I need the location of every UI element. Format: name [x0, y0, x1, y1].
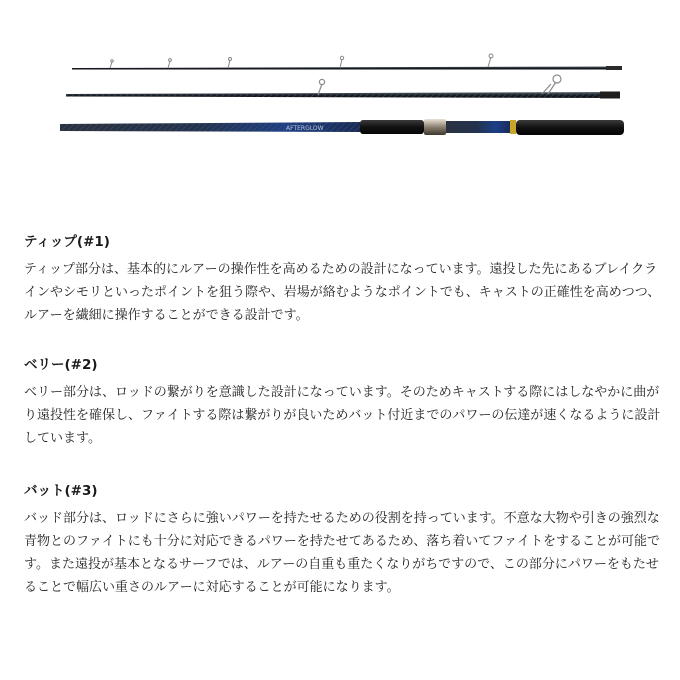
butt-description: バッド部分は、ロッドにさらに強いパワーを持たせるための役割を持っています。不意な大物や引きの強烈な青物とのファイトにも十分に対応できるパワーを持たせてあるため、落ち着いてファイトをすることが可能です。また遠投が基本となるサーフでは、ルアーの自重も重たくなりがちですので、この部分にパワーをもたせることで幅広い重さのルアーに対応することが可能になります。 — [24, 511, 660, 595]
tip-description: ティップ部分は、基本的にルアーの操作性を高めるための設計になっています。遠投した先にあるブレイクラインやシモリといったポイントを狙う際や、岩場が絡むようなポイントでも、キャストの正確性を高めつつ、ルアーを繊細に操作することができる設計です。 — [24, 262, 661, 323]
gold-trim — [510, 120, 516, 134]
rod-tip-section — [72, 54, 622, 70]
reel-seat — [424, 119, 446, 135]
rod-butt-section — [60, 119, 624, 135]
rod-belly-section — [66, 75, 620, 99]
rod-product-image — [0, 0, 680, 215]
belly-heading: ベリー(#2) — [24, 357, 98, 373]
butt-heading: バット(#3) — [24, 483, 98, 499]
rear-grip — [516, 120, 624, 135]
belly-description: ベリー部分は、ロッドの繋がりを意識した設計になっています。そのためキャストする際にはしなやかに曲がり遠投性を確保し、ファイトする際は繋がりが良いためバット付近までのパワーの伝達が速くなるように設計しています。 — [24, 385, 661, 446]
tip-heading: ティップ(#1) — [24, 234, 110, 250]
belly-section — [24, 355, 664, 450]
rod-illustration — [0, 0, 680, 215]
tip-section — [24, 232, 664, 327]
rod-brand-mark: AFTERGLOW — [286, 125, 324, 132]
butt-section — [24, 481, 664, 599]
fore-grip — [360, 120, 424, 134]
